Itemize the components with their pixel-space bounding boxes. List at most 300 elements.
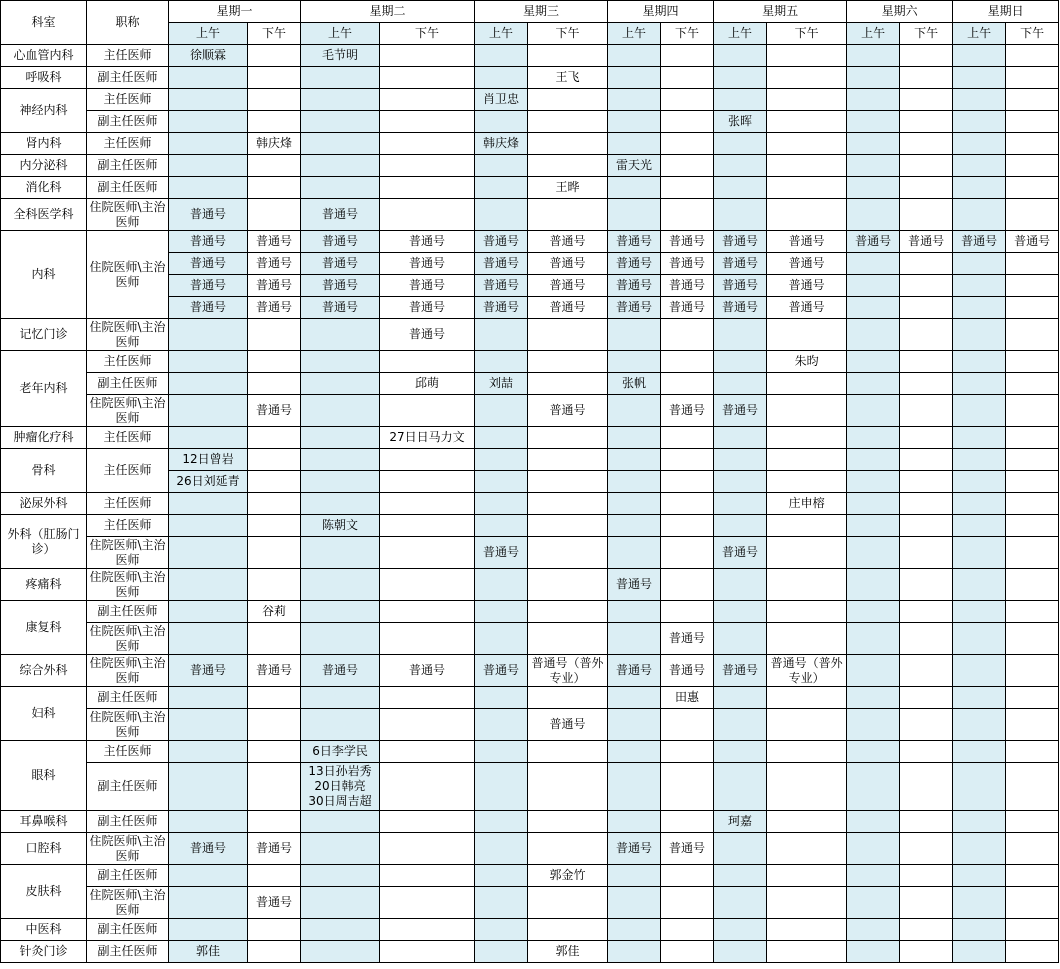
schedule-cell-am: 肖卫忠	[475, 89, 528, 111]
header-day-row	[1, 1, 1059, 23]
schedule-cell-pm: 朱昀	[767, 351, 847, 373]
schedule-cell-pm	[767, 319, 847, 351]
schedule-cell-am	[847, 687, 900, 709]
schedule-cell-pm	[661, 865, 714, 887]
schedule-cell-pm	[248, 537, 301, 569]
schedule-cell-am	[301, 941, 380, 963]
schedule-cell-am	[714, 763, 767, 811]
schedule-cell-pm	[248, 865, 301, 887]
schedule-cell-pm: 普通号	[528, 275, 608, 297]
schedule-cell-pm	[661, 941, 714, 963]
schedule-cell-am	[169, 427, 248, 449]
schedule-cell-am	[475, 319, 528, 351]
schedule-cell-am	[847, 319, 900, 351]
schedule-cell-pm	[380, 155, 475, 177]
schedule-cell-pm	[380, 709, 475, 741]
schedule-cell-pm	[528, 887, 608, 919]
department-cell: 妇科	[1, 687, 87, 741]
schedule-cell-am	[608, 133, 661, 155]
schedule-cell-pm	[661, 155, 714, 177]
schedule-cell-pm	[1006, 865, 1059, 887]
schedule-cell-am	[475, 865, 528, 887]
schedule-cell-pm: 普通号（普外专业）	[528, 655, 608, 687]
schedule-cell-am: 普通号	[608, 253, 661, 275]
schedule-cell-pm	[661, 471, 714, 493]
header-day: 星期三	[475, 1, 608, 23]
schedule-cell-pm	[380, 45, 475, 67]
schedule-cell-pm	[528, 741, 608, 763]
schedule-cell-am	[169, 351, 248, 373]
schedule-cell-pm	[767, 833, 847, 865]
schedule-cell-am	[953, 941, 1006, 963]
schedule-cell-am	[953, 537, 1006, 569]
schedule-cell-am: 6日李学民	[301, 741, 380, 763]
schedule-cell-pm	[661, 133, 714, 155]
schedule-cell-pm	[1006, 351, 1059, 373]
header-slot-pm: 下午	[248, 23, 301, 45]
schedule-cell-pm	[1006, 887, 1059, 919]
schedule-cell-pm: 普通号	[661, 833, 714, 865]
header-slot-pm: 下午	[380, 23, 475, 45]
schedule-cell-am	[847, 833, 900, 865]
schedule-cell-am: 普通号	[301, 655, 380, 687]
schedule-cell-am	[714, 133, 767, 155]
schedule-cell-am	[608, 887, 661, 919]
schedule-cell-pm	[248, 515, 301, 537]
schedule-cell-am	[475, 811, 528, 833]
schedule-cell-pm: 普通号	[528, 709, 608, 741]
schedule-cell-am	[847, 569, 900, 601]
schedule-cell-am	[301, 493, 380, 515]
schedule-cell-pm	[661, 919, 714, 941]
department-cell: 内科	[1, 231, 87, 319]
schedule-cell-am	[169, 623, 248, 655]
doctor-title-cell: 主任医师	[87, 449, 169, 493]
header-dept: 科室	[1, 1, 87, 45]
schedule-cell-am	[475, 515, 528, 537]
schedule-cell-pm	[767, 687, 847, 709]
schedule-cell-pm	[248, 427, 301, 449]
schedule-cell-am	[301, 89, 380, 111]
schedule-cell-pm	[900, 199, 953, 231]
schedule-cell-pm	[767, 709, 847, 741]
schedule-cell-pm: 普通号	[661, 231, 714, 253]
schedule-cell-pm	[900, 319, 953, 351]
schedule-cell-am	[475, 155, 528, 177]
schedule-cell-am: 普通号	[301, 231, 380, 253]
schedule-cell-am	[953, 133, 1006, 155]
schedule-cell-pm	[1006, 449, 1059, 471]
header-slot-pm: 下午	[1006, 23, 1059, 45]
schedule-cell-pm: 普通号	[380, 297, 475, 319]
table-row	[1, 941, 1059, 963]
schedule-cell-pm	[661, 887, 714, 919]
schedule-cell-am	[169, 373, 248, 395]
schedule-cell-pm	[380, 741, 475, 763]
doctor-title-cell: 主任医师	[87, 427, 169, 449]
schedule-cell-pm	[248, 941, 301, 963]
department-cell: 康复科	[1, 601, 87, 655]
schedule-cell-am	[475, 45, 528, 67]
schedule-cell-pm	[528, 515, 608, 537]
schedule-cell-am	[714, 89, 767, 111]
schedule-cell-am	[953, 569, 1006, 601]
table-row	[1, 177, 1059, 199]
schedule-cell-am: 普通号	[301, 275, 380, 297]
header-day: 星期六	[847, 1, 953, 23]
schedule-cell-pm	[1006, 493, 1059, 515]
schedule-cell-pm	[900, 569, 953, 601]
doctor-title-cell: 主任医师	[87, 351, 169, 373]
schedule-cell-am	[475, 687, 528, 709]
schedule-cell-am	[714, 919, 767, 941]
schedule-cell-pm	[661, 537, 714, 569]
schedule-cell-pm	[767, 569, 847, 601]
schedule-cell-pm	[380, 471, 475, 493]
schedule-cell-pm	[767, 537, 847, 569]
schedule-cell-pm: 王晔	[528, 177, 608, 199]
schedule-cell-pm	[380, 395, 475, 427]
schedule-cell-pm	[248, 493, 301, 515]
schedule-cell-pm: 普通号	[248, 253, 301, 275]
schedule-cell-am	[169, 89, 248, 111]
schedule-cell-pm	[1006, 89, 1059, 111]
schedule-cell-pm	[900, 687, 953, 709]
schedule-cell-pm	[661, 601, 714, 623]
schedule-cell-pm	[661, 493, 714, 515]
schedule-cell-am: 普通号	[475, 231, 528, 253]
schedule-cell-pm: 普通号（普外专业）	[767, 655, 847, 687]
table-row	[1, 231, 1059, 253]
schedule-cell-am: 普通号	[169, 231, 248, 253]
schedule-cell-pm	[900, 493, 953, 515]
table-row	[1, 811, 1059, 833]
schedule-cell-am: 普通号	[169, 253, 248, 275]
header-day: 星期一	[169, 1, 301, 23]
schedule-cell-pm	[1006, 741, 1059, 763]
schedule-cell-am	[169, 919, 248, 941]
table-row	[1, 89, 1059, 111]
schedule-cell-pm	[380, 351, 475, 373]
schedule-cell-pm	[1006, 177, 1059, 199]
schedule-cell-pm: 普通号	[767, 253, 847, 275]
schedule-cell-am	[714, 45, 767, 67]
schedule-cell-pm	[1006, 537, 1059, 569]
schedule-cell-am	[714, 833, 767, 865]
schedule-cell-am	[847, 155, 900, 177]
schedule-cell-am	[847, 395, 900, 427]
schedule-cell-am	[608, 427, 661, 449]
schedule-cell-pm	[767, 199, 847, 231]
schedule-cell-pm	[900, 811, 953, 833]
schedule-cell-pm	[661, 319, 714, 351]
schedule-cell-pm	[900, 45, 953, 67]
schedule-cell-pm	[1006, 275, 1059, 297]
schedule-cell-pm	[380, 865, 475, 887]
schedule-cell-pm	[900, 297, 953, 319]
schedule-cell-am: 普通号	[475, 655, 528, 687]
schedule-cell-pm	[380, 569, 475, 601]
schedule-cell-am	[301, 319, 380, 351]
schedule-cell-am	[608, 449, 661, 471]
doctor-title-cell: 住院医师\主治医师	[87, 887, 169, 919]
schedule-cell-am	[608, 687, 661, 709]
schedule-cell-pm	[528, 601, 608, 623]
schedule-cell-pm: 普通号	[661, 655, 714, 687]
schedule-cell-am	[714, 351, 767, 373]
schedule-cell-pm: 普通号	[380, 253, 475, 275]
table-row	[1, 133, 1059, 155]
schedule-cell-am	[475, 941, 528, 963]
schedule-cell-pm	[248, 741, 301, 763]
schedule-cell-am	[169, 177, 248, 199]
schedule-cell-am: 普通号	[608, 655, 661, 687]
schedule-cell-pm	[900, 275, 953, 297]
department-cell: 疼痛科	[1, 569, 87, 601]
schedule-cell-pm	[661, 811, 714, 833]
header-slot-am: 上午	[169, 23, 248, 45]
table-row	[1, 45, 1059, 67]
schedule-cell-am	[953, 45, 1006, 67]
schedule-cell-pm	[900, 449, 953, 471]
schedule-cell-pm: 普通号	[1006, 231, 1059, 253]
schedule-cell-am	[847, 449, 900, 471]
schedule-cell-pm	[767, 941, 847, 963]
table-row	[1, 493, 1059, 515]
schedule-cell-am: 张帆	[608, 373, 661, 395]
schedule-cell-pm	[661, 427, 714, 449]
schedule-cell-pm	[900, 351, 953, 373]
schedule-cell-pm	[528, 155, 608, 177]
header-slot-am: 上午	[301, 23, 380, 45]
schedule-cell-am	[301, 471, 380, 493]
schedule-cell-pm	[1006, 253, 1059, 275]
schedule-cell-pm	[248, 623, 301, 655]
header-slot-am: 上午	[847, 23, 900, 45]
table-row	[1, 919, 1059, 941]
schedule-cell-am	[714, 687, 767, 709]
doctor-title-cell: 住院医师\主治医师	[87, 709, 169, 741]
schedule-cell-pm	[528, 89, 608, 111]
schedule-cell-am	[953, 319, 1006, 351]
schedule-cell-pm	[528, 133, 608, 155]
schedule-cell-pm	[1006, 763, 1059, 811]
schedule-cell-pm	[248, 449, 301, 471]
schedule-cell-am	[714, 427, 767, 449]
table-row	[1, 569, 1059, 601]
doctor-title-cell: 住院医师\主治医师	[87, 655, 169, 687]
schedule-cell-am	[608, 395, 661, 427]
schedule-cell-am: 徐顺霖	[169, 45, 248, 67]
schedule-cell-pm	[900, 253, 953, 275]
department-cell: 内分泌科	[1, 155, 87, 177]
schedule-cell-pm: 普通号	[248, 275, 301, 297]
schedule-cell-pm	[1006, 515, 1059, 537]
schedule-cell-pm	[248, 199, 301, 231]
schedule-cell-pm	[767, 177, 847, 199]
schedule-cell-am	[608, 941, 661, 963]
department-cell: 全科医学科	[1, 199, 87, 231]
schedule-cell-pm	[900, 709, 953, 741]
schedule-cell-am	[847, 133, 900, 155]
table-row	[1, 601, 1059, 623]
schedule-cell-pm	[767, 601, 847, 623]
schedule-cell-pm	[380, 941, 475, 963]
schedule-cell-am	[301, 111, 380, 133]
schedule-cell-pm	[900, 763, 953, 811]
schedule-cell-am: 普通号	[714, 537, 767, 569]
schedule-cell-am: 26日刘延青	[169, 471, 248, 493]
table-row	[1, 655, 1059, 687]
schedule-cell-am	[301, 709, 380, 741]
schedule-cell-pm	[380, 89, 475, 111]
schedule-cell-pm	[1006, 471, 1059, 493]
schedule-cell-pm	[380, 515, 475, 537]
schedule-cell-pm	[900, 919, 953, 941]
schedule-cell-pm	[767, 763, 847, 811]
schedule-cell-am	[714, 449, 767, 471]
schedule-cell-am	[714, 623, 767, 655]
schedule-cell-am: 普通号	[847, 231, 900, 253]
doctor-title-cell: 副主任医师	[87, 177, 169, 199]
schedule-cell-am	[847, 763, 900, 811]
schedule-cell-am	[475, 887, 528, 919]
schedule-cell-am	[953, 111, 1006, 133]
schedule-cell-am	[953, 709, 1006, 741]
schedule-cell-am	[608, 177, 661, 199]
schedule-cell-am	[847, 741, 900, 763]
schedule-cell-pm	[528, 569, 608, 601]
schedule-cell-am: 普通号	[714, 655, 767, 687]
schedule-cell-am: 刘喆	[475, 373, 528, 395]
schedule-cell-am	[475, 449, 528, 471]
schedule-cell-am	[608, 319, 661, 351]
schedule-cell-am	[953, 763, 1006, 811]
schedule-cell-am	[953, 373, 1006, 395]
schedule-cell-am	[608, 811, 661, 833]
schedule-cell-am	[953, 655, 1006, 687]
schedule-cell-am	[608, 45, 661, 67]
schedule-cell-am	[169, 811, 248, 833]
schedule-cell-am	[953, 177, 1006, 199]
schedule-cell-am: 普通号	[475, 275, 528, 297]
schedule-cell-am	[169, 395, 248, 427]
schedule-cell-pm	[767, 111, 847, 133]
department-cell: 神经内科	[1, 89, 87, 133]
doctor-title-cell: 副主任医师	[87, 919, 169, 941]
schedule-cell-am	[953, 427, 1006, 449]
schedule-cell-pm	[1006, 111, 1059, 133]
schedule-cell-pm	[767, 623, 847, 655]
table-row	[1, 537, 1059, 569]
schedule-cell-am: 普通号	[608, 297, 661, 319]
schedule-cell-am: 郭佳	[169, 941, 248, 963]
schedule-cell-am	[301, 887, 380, 919]
schedule-cell-am	[847, 45, 900, 67]
schedule-cell-pm	[767, 811, 847, 833]
schedule-cell-pm	[900, 133, 953, 155]
schedule-cell-am	[169, 155, 248, 177]
schedule-cell-am	[169, 537, 248, 569]
schedule-cell-am	[301, 155, 380, 177]
schedule-cell-pm	[248, 763, 301, 811]
schedule-cell-am	[608, 865, 661, 887]
schedule-cell-pm	[767, 865, 847, 887]
table-row	[1, 427, 1059, 449]
schedule-cell-am	[475, 471, 528, 493]
schedule-cell-pm	[1006, 155, 1059, 177]
schedule-cell-am	[953, 493, 1006, 515]
schedule-cell-am	[169, 493, 248, 515]
schedule-cell-am	[847, 253, 900, 275]
schedule-cell-am: 普通号	[608, 275, 661, 297]
schedule-cell-am	[301, 833, 380, 865]
schedule-cell-pm	[661, 177, 714, 199]
schedule-cell-pm	[1006, 297, 1059, 319]
schedule-cell-am	[301, 449, 380, 471]
schedule-cell-am	[847, 297, 900, 319]
doctor-title-cell: 住院医师\主治医师	[87, 199, 169, 231]
schedule-cell-am	[301, 373, 380, 395]
schedule-cell-am	[714, 569, 767, 601]
department-cell: 泌尿外科	[1, 493, 87, 515]
schedule-cell-am	[608, 741, 661, 763]
schedule-cell-pm	[900, 601, 953, 623]
schedule-cell-pm	[380, 199, 475, 231]
schedule-cell-am	[301, 427, 380, 449]
schedule-cell-pm	[767, 89, 847, 111]
schedule-cell-am	[475, 741, 528, 763]
schedule-cell-am	[847, 373, 900, 395]
schedule-cell-am	[847, 351, 900, 373]
schedule-cell-pm: 田惠	[661, 687, 714, 709]
schedule-cell-am	[301, 351, 380, 373]
schedule-cell-am	[169, 67, 248, 89]
schedule-cell-pm	[248, 709, 301, 741]
schedule-cell-pm	[528, 763, 608, 811]
table-row	[1, 623, 1059, 655]
schedule-cell-pm	[900, 111, 953, 133]
schedule-cell-am: 普通号	[169, 655, 248, 687]
table-row	[1, 155, 1059, 177]
schedule-cell-pm	[767, 919, 847, 941]
schedule-cell-am	[608, 709, 661, 741]
schedule-cell-pm: 郭佳	[528, 941, 608, 963]
schedule-cell-pm: 普通号	[380, 655, 475, 687]
schedule-cell-am	[953, 865, 1006, 887]
schedule-cell-pm: 普通号	[767, 297, 847, 319]
schedule-cell-am	[953, 623, 1006, 655]
schedule-cell-am	[714, 471, 767, 493]
schedule-cell-pm	[661, 67, 714, 89]
header-day: 星期二	[301, 1, 475, 23]
schedule-cell-am	[475, 623, 528, 655]
schedule-cell-am	[608, 919, 661, 941]
schedule-cell-am	[714, 199, 767, 231]
schedule-cell-pm	[1006, 45, 1059, 67]
schedule-cell-am: 普通号	[608, 569, 661, 601]
schedule-cell-am: 普通号	[169, 833, 248, 865]
table-row	[1, 111, 1059, 133]
schedule-cell-am: 雷天光	[608, 155, 661, 177]
schedule-cell-am: 普通号	[475, 537, 528, 569]
schedule-cell-am	[608, 515, 661, 537]
schedule-cell-am	[953, 741, 1006, 763]
schedule-cell-pm	[380, 763, 475, 811]
schedule-cell-am	[847, 865, 900, 887]
doctor-title-cell: 主任医师	[87, 741, 169, 763]
schedule-cell-am	[608, 471, 661, 493]
